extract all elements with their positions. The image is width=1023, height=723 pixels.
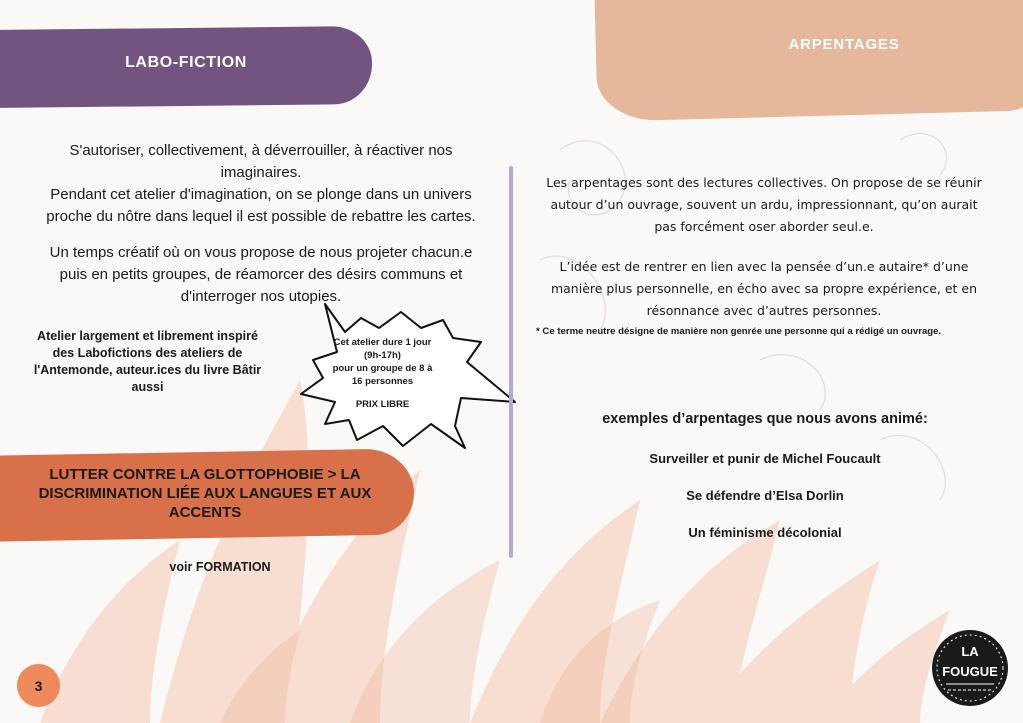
workshop-price: PRIX LIBRE [355, 399, 410, 410]
example-item: Se défendre d’Elsa Dorlin [686, 488, 844, 503]
examples-list [560, 451, 970, 562]
arpentages-paragraph-1: Les arpentages sont des lectures collectives. On propose de se réunir autour d’un ouvrage, souvent un ardu, impressionnant, qu’on aurait pas forcément oser aborder seul.e. [546, 175, 982, 234]
example-item: Un féminisme décolonial [688, 525, 842, 540]
logo-text-top: LA [961, 644, 979, 659]
arpentages-title: ARPENTAGES [788, 36, 900, 53]
workshop-info [325, 336, 440, 411]
arpentages-banner [594, 0, 1023, 122]
intro-paragraph-2: Pendant cet atelier d'imagination, on se plonge dans un univers proche du nôtre dans lequel il est possible de rebattre les cartes. [46, 186, 476, 225]
page-number-badge: 3 [17, 664, 60, 707]
arpentages-description [538, 172, 990, 322]
column-divider [509, 166, 513, 558]
workshop-group-size-2: 16 personnes [351, 376, 414, 387]
workshop-duration: Cet atelier dure 1 jour [333, 337, 432, 348]
labo-fiction-title: LABO-FICTION [125, 54, 247, 71]
inspiration-note: Atelier largement et librement inspiré des Labofictions des ateliers de l'Antemonde, auteur.ices du livre Bâtir aussi [33, 329, 262, 394]
la-fougue-logo [928, 626, 1012, 710]
intro-paragraph-1: S'autoriser, collectivement, à déverrouiller, à réactiver nos imaginaires. [69, 142, 453, 181]
workshop-group-size: pour un groupe de 8 à [332, 363, 433, 374]
labo-fiction-intro [38, 140, 484, 308]
arpentages-paragraph-2: L’idée est de rentrer en lien avec la pensée d’un.e autaire* d’une manière plus personnelle, en écho avec sa propre expérience, et en résonnance avec d’autres personnes. [550, 259, 978, 318]
logo-text-main: FOUGUE [942, 664, 998, 679]
glottophobie-title: LUTTER CONTRE LA GLOTTOPHOBIE > LA DISCRIMINATION LIÉE AUX LANGUES ET AUX ACCENTS [38, 466, 372, 521]
example-item: Surveiller et punir de Michel Foucault [649, 451, 881, 466]
intro-paragraph-3: Un temps créatif où on vous propose de nous projeter chacun.e puis en petits groupes, de réamorcer des désirs communs et d'interroger nos utopies. [49, 244, 473, 305]
workshop-hours: (9h-17h) [364, 350, 401, 361]
footnote: * Ce terme neutre désigne de manière non genrée une personne qui a rédigé un ouvrage. [536, 326, 942, 337]
see-formation-link[interactable]: voir FORMATION [169, 560, 271, 574]
examples-title: exemples d’arpentages que nous avons animé: [602, 411, 928, 427]
